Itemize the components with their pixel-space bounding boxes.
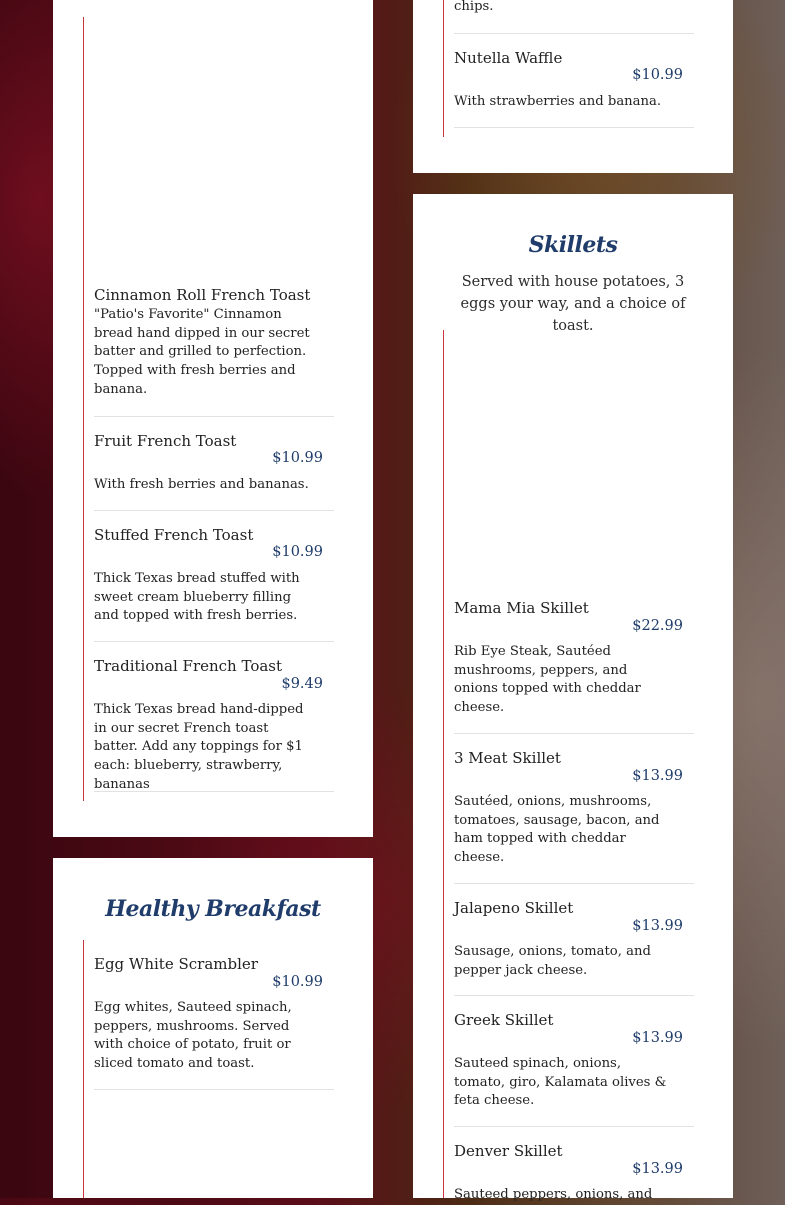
- item-price: $9.49: [281, 676, 323, 692]
- waffles-card: [413, 0, 733, 173]
- menu-item: [454, 748, 694, 868]
- item-description: "Patio's Favorite" Cinnamon bread hand dipped in our secret batter and grilled to perfection. Topped with fresh berries and banana.: [94, 307, 310, 397]
- menu-item: [94, 954, 334, 1074]
- divider: [454, 33, 694, 34]
- item-description: Thick Texas bread stuffed with sweet cream blueberry filling and topped with fresh berries.: [94, 571, 300, 624]
- divider: [454, 995, 694, 996]
- item-price: $13.99: [632, 918, 683, 934]
- item-name: Fruit French Toast: [94, 432, 237, 450]
- item-name: Egg White Scrambler: [94, 955, 258, 973]
- item-description: Sautéed, onions, mushrooms, tomatoes, sausage, bacon, and ham topped with cheddar cheese.: [454, 794, 660, 866]
- divider: [94, 416, 334, 417]
- item-name: Jalapeno Skillet: [454, 899, 574, 917]
- item-description: Thick Texas bread hand-dipped in our secret French toast batter. Add any toppings for $1 each: blueberry, strawberry, bananas: [94, 702, 304, 792]
- menu-item: [454, 48, 694, 112]
- item-price: $13.99: [632, 1030, 683, 1046]
- item-name: 3 Meat Skillet: [454, 749, 561, 767]
- section-subtitle: Served with house potatoes, 3 eggs your way, and a choice of toast.: [460, 274, 686, 334]
- item-name: Traditional French Toast: [94, 657, 283, 675]
- menu-item: [454, 1010, 694, 1111]
- divider: [94, 641, 334, 642]
- divider: [454, 127, 694, 128]
- item-description: With fresh berries and bananas.: [94, 477, 309, 492]
- item-price: $10.99: [632, 67, 683, 83]
- healthy-breakfast-card: [53, 858, 373, 1198]
- item-name: Cinnamon Roll French Toast: [94, 286, 311, 304]
- menu-item: [454, 1141, 694, 1205]
- divider: [454, 1126, 694, 1127]
- skillets-card: [413, 194, 733, 1202]
- item-name: Denver Skillet: [454, 1142, 563, 1160]
- item-price: $13.99: [632, 768, 683, 784]
- accent-rail: [443, 0, 444, 137]
- accent-rail: [443, 330, 444, 1198]
- item-price: $22.99: [632, 618, 683, 634]
- section-title: Healthy Breakfast: [105, 896, 321, 922]
- divider: [454, 883, 694, 884]
- menu-item: [94, 525, 334, 626]
- item-description: Egg whites, Sauteed spinach, peppers, mushrooms. Served with choice of potato, fruit or sliced tomato and toast.: [94, 1000, 292, 1072]
- item-description: Rib Eye Steak, Sautéed mushrooms, peppers, and onions topped with cheddar cheese.: [454, 644, 641, 716]
- menu-item: [454, 898, 694, 980]
- divider: [94, 510, 334, 511]
- menu-item: [94, 656, 334, 795]
- item-description: Sauteed spinach, onions, tomato, giro, Kalamata olives & feta cheese.: [454, 1056, 667, 1109]
- item-name: Stuffed French Toast: [94, 526, 254, 544]
- item-price: $13.99: [632, 1161, 683, 1177]
- item-price: $10.99: [272, 450, 323, 466]
- item-price: $10.99: [272, 544, 323, 560]
- divider: [454, 733, 694, 734]
- accent-rail: [83, 940, 84, 1198]
- divider: [94, 1089, 334, 1090]
- item-description: Sausage, onions, tomato, and pepper jack cheese.: [454, 944, 651, 978]
- menu-item: [94, 431, 334, 495]
- menu-item: [454, 598, 694, 718]
- french-toast-card: [53, 0, 373, 837]
- accent-rail: [83, 17, 84, 801]
- item-name: Mama Mia Skillet: [454, 599, 589, 617]
- item-description: With strawberries and banana.: [454, 94, 662, 109]
- divider: [94, 791, 334, 792]
- item-name: Nutella Waffle: [454, 49, 563, 67]
- menu-item: [94, 285, 334, 400]
- item-price: $10.99: [272, 974, 323, 990]
- section-title: Skillets: [528, 232, 618, 258]
- item-description: chips.: [454, 0, 494, 14]
- item-description: Sauteed peppers, onions, and: [454, 1187, 653, 1202]
- item-name: Greek Skillet: [454, 1011, 554, 1029]
